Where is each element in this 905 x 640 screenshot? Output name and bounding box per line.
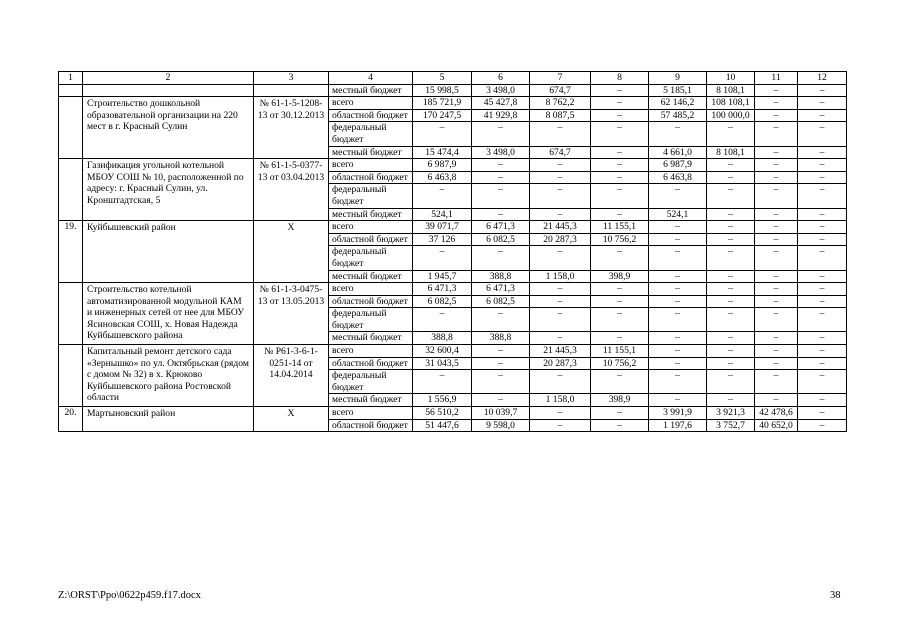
amount-cell: 32 600,4 [413, 345, 472, 358]
amount-cell: – [755, 370, 798, 394]
amount-cell: 6 463,8 [413, 171, 472, 184]
amount-cell: – [413, 246, 472, 270]
amount-cell: – [649, 332, 707, 345]
amount-cell: – [755, 109, 798, 122]
amount-cell: – [472, 345, 530, 358]
funding-source: областной бюджет [329, 233, 413, 246]
amount-cell: 6 463,8 [649, 171, 707, 184]
funding-source: всего [329, 283, 413, 296]
amount-cell: 31 043,5 [413, 357, 472, 370]
amount-cell: 51 447,6 [413, 419, 472, 432]
amount-cell: – [707, 208, 755, 221]
row-number [59, 345, 83, 407]
amount-cell: 1 197,6 [649, 419, 707, 432]
amount-cell: – [755, 233, 798, 246]
amount-cell: – [707, 332, 755, 345]
amount-cell: 41 929,8 [472, 109, 530, 122]
amount-cell: – [755, 332, 798, 345]
funding-source: всего [329, 345, 413, 358]
row-number: 20. [59, 407, 83, 432]
amount-cell: – [798, 146, 847, 159]
funding-source: федеральный бюджет [329, 308, 413, 332]
amount-cell: – [472, 184, 530, 208]
amount-cell: – [798, 208, 847, 221]
amount-cell: – [649, 184, 707, 208]
amount-cell: 6 082,5 [413, 295, 472, 308]
amount-cell: – [649, 221, 707, 234]
document-ref [254, 84, 329, 97]
object-name [83, 84, 254, 97]
funding-source: местный бюджет [329, 332, 413, 345]
amount-cell: – [649, 270, 707, 283]
amount-cell: – [591, 308, 649, 332]
document-ref: № 61-1-5-1208-13 от 30.12.2013 [254, 97, 329, 159]
document-ref: Х [254, 221, 329, 283]
amount-cell: – [530, 419, 591, 432]
table-row [59, 221, 847, 234]
amount-cell: 10 756,2 [591, 357, 649, 370]
amount-cell: – [472, 246, 530, 270]
column-number-header: 12 [798, 72, 847, 85]
amount-cell: – [755, 97, 798, 110]
amount-cell: – [707, 283, 755, 296]
amount-cell: 4 661,0 [649, 146, 707, 159]
column-number-header: 11 [755, 72, 798, 85]
column-number-header: 6 [472, 72, 530, 85]
funding-source: федеральный бюджет [329, 184, 413, 208]
table-row [59, 283, 847, 296]
amount-cell: – [755, 159, 798, 172]
amount-cell: 15 998,5 [413, 84, 472, 97]
amount-cell: – [472, 308, 530, 332]
funding-source: областной бюджет [329, 419, 413, 432]
funding-source: всего [329, 97, 413, 110]
amount-cell: – [707, 171, 755, 184]
amount-cell: 8 108,1 [707, 146, 755, 159]
amount-cell: 3 921,3 [707, 407, 755, 420]
amount-cell: – [413, 184, 472, 208]
amount-cell: 21 445,3 [530, 345, 591, 358]
amount-cell: – [530, 171, 591, 184]
amount-cell: – [530, 283, 591, 296]
amount-cell: 3 498,0 [472, 84, 530, 97]
amount-cell: 40 652,0 [755, 419, 798, 432]
object-name: Газификация угольной котельной МБОУ СОШ № 10, расположенной по адресу: г. Красный Сулин, ул. Кронштадтская, 5 [83, 159, 254, 221]
amount-cell: – [472, 159, 530, 172]
amount-cell: – [591, 109, 649, 122]
amount-cell: 674,7 [530, 84, 591, 97]
amount-cell: 39 071,7 [413, 221, 472, 234]
amount-cell: – [649, 283, 707, 296]
amount-cell: – [649, 295, 707, 308]
amount-cell: – [413, 370, 472, 394]
amount-cell: 6 987,9 [413, 159, 472, 172]
funding-source: местный бюджет [329, 146, 413, 159]
amount-cell: – [707, 394, 755, 407]
amount-cell: – [591, 97, 649, 110]
amount-cell: 6 082,5 [472, 233, 530, 246]
amount-cell: 57 485,2 [649, 109, 707, 122]
amount-cell: – [798, 295, 847, 308]
object-name: Куйбышевский район [83, 221, 254, 283]
amount-cell: – [472, 208, 530, 221]
amount-cell: 1 556,9 [413, 394, 472, 407]
table-row [59, 84, 847, 97]
funding-source: областной бюджет [329, 171, 413, 184]
amount-cell: – [755, 84, 798, 97]
funding-source: всего [329, 407, 413, 420]
amount-cell: 21 445,3 [530, 221, 591, 234]
row-number [59, 159, 83, 221]
amount-cell: – [798, 84, 847, 97]
amount-cell: – [755, 221, 798, 234]
amount-cell: 6 082,5 [472, 295, 530, 308]
amount-cell: 6 471,3 [472, 283, 530, 296]
amount-cell: – [530, 122, 591, 146]
amount-cell: – [798, 97, 847, 110]
amount-cell: – [591, 419, 649, 432]
amount-cell: 10 039,7 [472, 407, 530, 420]
amount-cell: – [591, 159, 649, 172]
amount-cell: 20 287,3 [530, 233, 591, 246]
amount-cell: 388,8 [413, 332, 472, 345]
amount-cell: 6 471,3 [413, 283, 472, 296]
object-name: Строительство дошкольной образовательной организации на 220 мест в г. Красный Сулин [83, 97, 254, 159]
budget-table [58, 71, 847, 432]
amount-cell: – [591, 171, 649, 184]
amount-cell: 9 598,0 [472, 419, 530, 432]
amount-cell: – [707, 295, 755, 308]
amount-cell: – [530, 295, 591, 308]
amount-cell: – [530, 246, 591, 270]
amount-cell: – [649, 233, 707, 246]
amount-cell: – [707, 270, 755, 283]
amount-cell: – [530, 370, 591, 394]
amount-cell: – [649, 308, 707, 332]
amount-cell: – [755, 295, 798, 308]
funding-source: федеральный бюджет [329, 122, 413, 146]
column-number-header: 2 [83, 72, 254, 85]
funding-source: всего [329, 159, 413, 172]
amount-cell: 11 155,1 [591, 345, 649, 358]
amount-cell: – [707, 345, 755, 358]
amount-cell: – [472, 357, 530, 370]
table-row [59, 345, 847, 358]
column-number-header: 10 [707, 72, 755, 85]
amount-cell: – [798, 246, 847, 270]
row-number [59, 283, 83, 345]
amount-cell: – [413, 122, 472, 146]
amount-cell: 1 158,0 [530, 394, 591, 407]
funding-source: местный бюджет [329, 208, 413, 221]
object-name: Строительство котельной автоматизированной модульной КАМ и инженерных сетей от нее для МБОУ Ясиновская СОШ, х. Новая Надежда Куйбышевского района [83, 283, 254, 345]
amount-cell: 8 762,2 [530, 97, 591, 110]
row-number: 19. [59, 221, 83, 283]
amount-cell: 524,1 [649, 208, 707, 221]
table-row [59, 407, 847, 420]
amount-cell: 8 108,1 [707, 84, 755, 97]
amount-cell: – [707, 370, 755, 394]
object-name: Мартыновский район [83, 407, 254, 432]
amount-cell: – [798, 171, 847, 184]
amount-cell: – [707, 221, 755, 234]
amount-cell: – [798, 308, 847, 332]
amount-cell: – [591, 84, 649, 97]
amount-cell: 3 752,7 [707, 419, 755, 432]
amount-cell: 108 108,1 [707, 97, 755, 110]
column-number-header: 4 [329, 72, 413, 85]
amount-cell: – [798, 332, 847, 345]
amount-cell: – [798, 357, 847, 370]
funding-source: местный бюджет [329, 270, 413, 283]
amount-cell: 11 155,1 [591, 221, 649, 234]
amount-cell: – [591, 146, 649, 159]
amount-cell: 388,8 [472, 332, 530, 345]
amount-cell: 524,1 [413, 208, 472, 221]
document-ref: № 61-1-5-0377-13 от 03.04.2013 [254, 159, 329, 221]
amount-cell: – [472, 171, 530, 184]
amount-cell: – [798, 184, 847, 208]
amount-cell: – [755, 357, 798, 370]
amount-cell: – [649, 122, 707, 146]
amount-cell: – [798, 345, 847, 358]
amount-cell: – [707, 159, 755, 172]
table-header-row [59, 72, 847, 85]
amount-cell: 37 126 [413, 233, 472, 246]
amount-cell: – [798, 221, 847, 234]
column-number-header: 3 [254, 72, 329, 85]
amount-cell: – [755, 171, 798, 184]
column-number-header: 9 [649, 72, 707, 85]
amount-cell: 56 510,2 [413, 407, 472, 420]
amount-cell: – [413, 308, 472, 332]
amount-cell: 6 987,9 [649, 159, 707, 172]
amount-cell: 398,9 [591, 394, 649, 407]
amount-cell: – [591, 122, 649, 146]
amount-cell: – [591, 184, 649, 208]
amount-cell: – [707, 308, 755, 332]
funding-source: всего [329, 221, 413, 234]
amount-cell: 674,7 [530, 146, 591, 159]
amount-cell: – [798, 394, 847, 407]
amount-cell: – [591, 407, 649, 420]
amount-cell: – [530, 332, 591, 345]
amount-cell: – [755, 308, 798, 332]
amount-cell: – [755, 246, 798, 270]
amount-cell: – [591, 208, 649, 221]
amount-cell: 5 185,1 [649, 84, 707, 97]
amount-cell: – [798, 233, 847, 246]
amount-cell: – [591, 246, 649, 270]
amount-cell: – [798, 407, 847, 420]
amount-cell: – [707, 122, 755, 146]
funding-source: местный бюджет [329, 394, 413, 407]
amount-cell: – [707, 357, 755, 370]
amount-cell: 1 158,0 [530, 270, 591, 283]
amount-cell: – [755, 146, 798, 159]
amount-cell: – [798, 109, 847, 122]
amount-cell: – [755, 270, 798, 283]
table-row [59, 97, 847, 110]
amount-cell: – [591, 332, 649, 345]
document-ref: № Р61-3-6-1-0251-14 от 14.04.2014 [254, 345, 329, 407]
amount-cell: – [649, 394, 707, 407]
amount-cell: – [472, 370, 530, 394]
amount-cell: – [798, 122, 847, 146]
footer-file-path: Z:\ORST\Ppo\0622p459.f17.docx [58, 590, 201, 601]
column-number-header: 7 [530, 72, 591, 85]
amount-cell: – [798, 283, 847, 296]
funding-source: областной бюджет [329, 109, 413, 122]
amount-cell: 1 945,7 [413, 270, 472, 283]
amount-cell: – [798, 370, 847, 394]
amount-cell: – [530, 308, 591, 332]
amount-cell: – [649, 370, 707, 394]
amount-cell: – [591, 370, 649, 394]
amount-cell: 3 498,0 [472, 146, 530, 159]
amount-cell: 398,9 [591, 270, 649, 283]
document-ref: Х [254, 407, 329, 432]
funding-source: федеральный бюджет [329, 246, 413, 270]
funding-source: местный бюджет [329, 84, 413, 97]
page-number: 38 [830, 590, 841, 601]
amount-cell: – [755, 184, 798, 208]
amount-cell: – [649, 345, 707, 358]
amount-cell: 8 087,5 [530, 109, 591, 122]
column-number-header: 1 [59, 72, 83, 85]
amount-cell: – [530, 184, 591, 208]
amount-cell: 185 721,9 [413, 97, 472, 110]
amount-cell: 45 427,8 [472, 97, 530, 110]
amount-cell: 10 756,2 [591, 233, 649, 246]
amount-cell: 20 287,3 [530, 357, 591, 370]
amount-cell: – [649, 246, 707, 270]
amount-cell: 42 478,6 [755, 407, 798, 420]
column-number-header: 5 [413, 72, 472, 85]
amount-cell: – [591, 295, 649, 308]
column-number-header: 8 [591, 72, 649, 85]
row-number [59, 84, 83, 97]
funding-source: областной бюджет [329, 295, 413, 308]
amount-cell: – [649, 357, 707, 370]
amount-cell: 15 474,4 [413, 146, 472, 159]
amount-cell: – [707, 233, 755, 246]
amount-cell: 170 247,5 [413, 109, 472, 122]
amount-cell: – [530, 407, 591, 420]
amount-cell: 62 146,2 [649, 97, 707, 110]
amount-cell: – [798, 159, 847, 172]
table-row [59, 159, 847, 172]
amount-cell: – [755, 122, 798, 146]
amount-cell: 388,8 [472, 270, 530, 283]
amount-cell: – [755, 208, 798, 221]
amount-cell: – [707, 184, 755, 208]
object-name: Капитальный ремонт детского сада «Зернышко» по ул. Октябрьская (рядом с домом № 32) в х. Крюково Куйбышевского района Ростовской области [83, 345, 254, 407]
amount-cell: – [755, 283, 798, 296]
amount-cell: – [755, 345, 798, 358]
amount-cell: – [755, 394, 798, 407]
row-number [59, 97, 83, 159]
amount-cell: – [707, 246, 755, 270]
amount-cell: 100 000,0 [707, 109, 755, 122]
amount-cell: – [472, 122, 530, 146]
funding-source: федеральный бюджет [329, 370, 413, 394]
document-ref: № 61-1-3-0475-13 от 13.05.2013 [254, 283, 329, 345]
amount-cell: – [798, 419, 847, 432]
funding-source: областной бюджет [329, 357, 413, 370]
amount-cell: – [530, 159, 591, 172]
amount-cell: – [591, 283, 649, 296]
amount-cell: – [530, 208, 591, 221]
amount-cell: – [798, 270, 847, 283]
amount-cell: 6 471,3 [472, 221, 530, 234]
amount-cell: 3 991,9 [649, 407, 707, 420]
amount-cell: – [472, 394, 530, 407]
